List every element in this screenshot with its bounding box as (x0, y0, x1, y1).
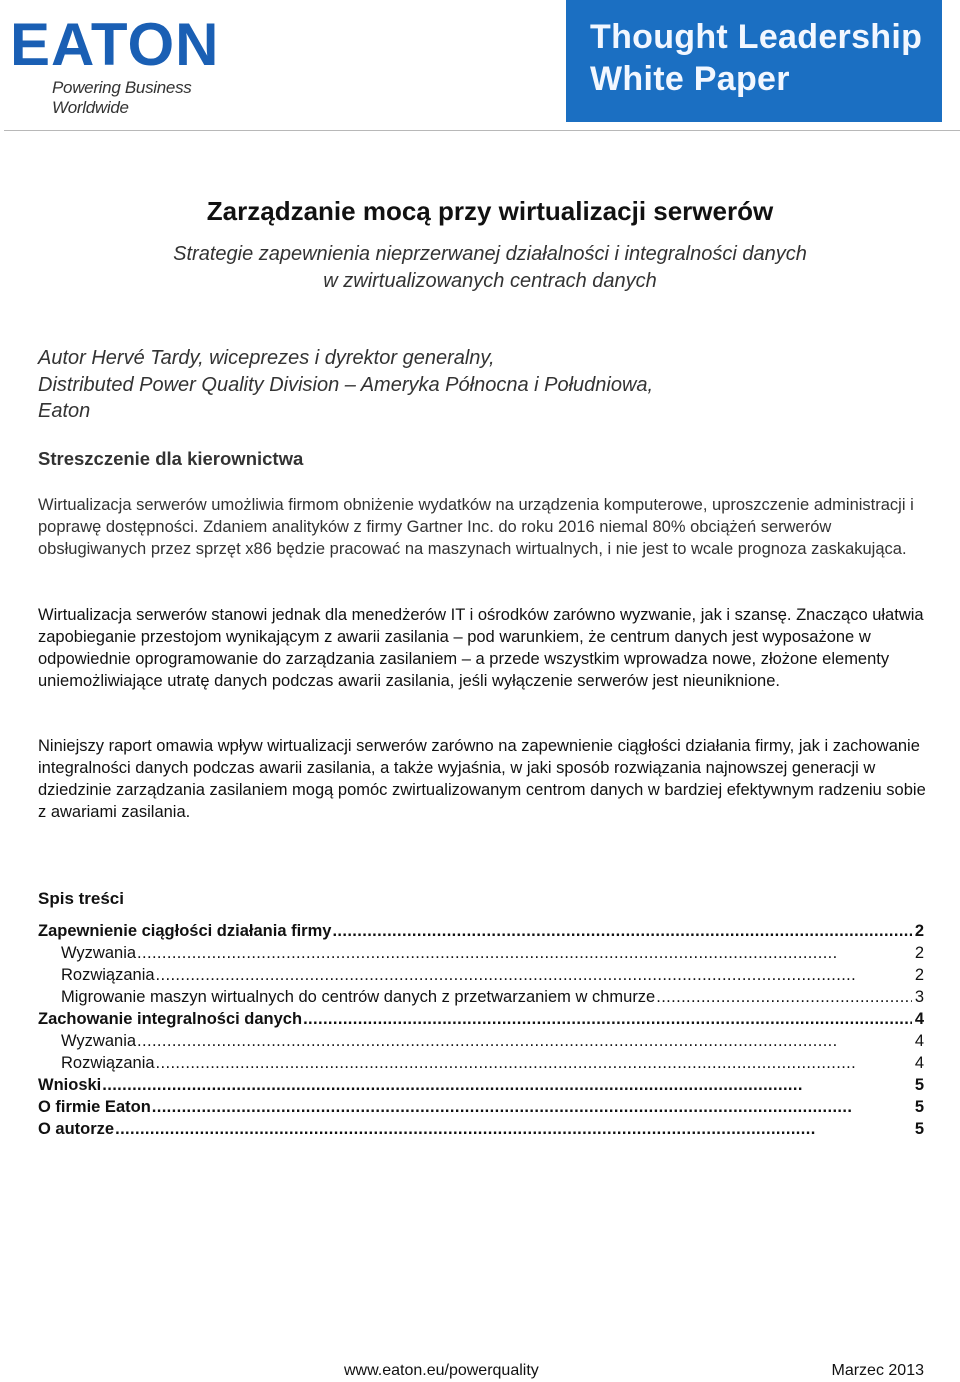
author-line-1: Autor Hervé Tardy, wiceprezes i dyrektor generalny, (38, 347, 495, 369)
footer-date: Marzec 2013 (831, 1362, 924, 1379)
logo-tagline: Powering Business Worldwide (52, 78, 192, 117)
toc-entry-label: Wyzwania (61, 1032, 137, 1050)
toc-entry-page: 3 (914, 988, 924, 1006)
author-line-3: Eaton (38, 400, 91, 422)
document-title: Zarządzanie mocą przy wirtualizacji serwerów (206, 196, 774, 226)
toc-entry-label: Zapewnienie ciągłości działania firmy (38, 922, 332, 940)
toc-entry-page: 4 (914, 1032, 924, 1050)
toc-entry-label: Wyzwania (61, 944, 137, 962)
toc-entry-page: 2 (914, 966, 924, 984)
toc-entry[interactable] (38, 966, 924, 988)
header-divider (4, 130, 960, 131)
toc-entry-page: 5 (914, 1076, 924, 1094)
toc-entry-page: 4 (914, 1054, 924, 1072)
toc-entry-page: 2 (914, 944, 924, 962)
toc-entry[interactable] (38, 1010, 924, 1032)
toc-entry[interactable] (38, 944, 924, 966)
toc-heading: Spis treści (38, 889, 124, 908)
page-header (0, 0, 960, 133)
summary-paragraph-1: Wirtualizacja serwerów umożliwia firmom obniżenie wydatków na urządzenia komputerowe, uproszczenie administracji i poprawę dostępności. Zdaniem analityków z firmy Gartner Inc. do roku 2016 niemal 80% obciążeń serwerów obsługiwanych przez sprzęt x86 będzie pracować na maszynach wirtualnych, i nie jest to wcale prognoza zaskakująca. (38, 496, 914, 558)
banner-line-1: Thought Leadership (590, 18, 923, 56)
eaton-logo (10, 11, 272, 117)
summary-heading: Streszczenie dla kierownictwa (38, 448, 304, 469)
toc-entry-label: Wnioski (38, 1076, 102, 1094)
toc-entry-label: Rozwiązania (61, 966, 155, 984)
toc-entry-page: 2 (914, 922, 924, 940)
table-of-contents (38, 922, 924, 1142)
document-subtitle (0, 241, 960, 295)
toc-entry[interactable] (38, 1098, 924, 1120)
author-line-2: Distributed Power Quality Division – Ameryka Północna i Południowa, (38, 373, 654, 396)
toc-entry[interactable] (38, 1054, 924, 1076)
summary-paragraph-2: Wirtualizacja serwerów stanowi jednak dla menedżerów IT i ośrodków zarówno wyzwanie, jak i szansę. Znacząco ułatwia zapobieganie przestojom wynikającym z awarii zasilania – pod warunkiem, że centrum danych jest wyposażone w odpowiednie oprogramowanie do zarządzania zasilaniem – a przede wszystkim wprowadza nowe, złożone elementy uniemożliwiające utratę danych podczas awarii zasilania, jeśli wyłączenie serwerów jest nieuniknione. (38, 606, 924, 690)
toc-entry[interactable] (38, 1076, 924, 1098)
toc-entry[interactable] (38, 988, 924, 1010)
toc-entry[interactable] (38, 1120, 924, 1142)
banner-line-2: White Paper (590, 60, 790, 98)
footer-url[interactable]: www.eaton.eu/powerquality (344, 1362, 539, 1379)
toc-entry-page: 5 (914, 1098, 924, 1116)
toc-entry[interactable] (38, 922, 924, 944)
summary-paragraph-3: Niniejszy raport omawia wpływ wirtualizacji serwerów zarówno na zapewnienie ciągłości działania firmy, jak i zachowanie integralności danych podczas awarii zasilania, a także wyjaśnia, w jaki sposób rozwiązania najnowszej generacji w dziedzinie zarządzania zasilaniem mogą pomóc zwirtualizowanym centrom danych w bardziej efektywnym radzeniu sobie z awariami zasilania. (38, 737, 926, 821)
toc-entry[interactable] (38, 1032, 924, 1054)
toc-entry-page: 4 (914, 1010, 924, 1028)
author-block (38, 345, 653, 425)
toc-entry-label: Migrowanie maszyn wirtualnych do centrów danych z przetwarzaniem w chmurze (61, 988, 656, 1006)
subtitle-line-2: w zwirtualizowanych centrach danych (323, 270, 657, 292)
subtitle-line-1: Strategie zapewnienia nieprzerwanej działalności i integralności danych (173, 243, 807, 265)
toc-entry-label: O autorze (38, 1120, 115, 1138)
toc-entry-page: 5 (914, 1120, 924, 1138)
toc-entry-label: Rozwiązania (61, 1054, 155, 1072)
toc-entry-label: O firmie Eaton (38, 1098, 151, 1116)
thought-leadership-banner (566, 0, 942, 122)
toc-entry-label: Zachowanie integralności danych (38, 1010, 303, 1028)
logo-wordmark: EATON (10, 11, 220, 78)
